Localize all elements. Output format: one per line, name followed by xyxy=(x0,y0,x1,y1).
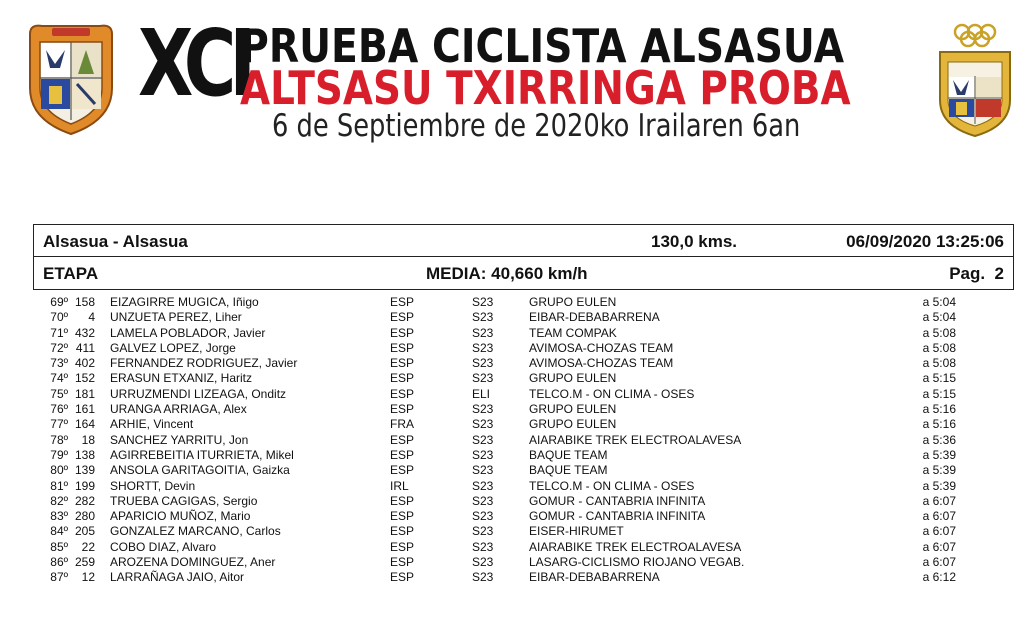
position: 70º xyxy=(50,310,68,325)
bib-number: 138 xyxy=(74,447,95,462)
nationality: ESP xyxy=(390,447,415,462)
nationality: ESP xyxy=(390,493,415,508)
results-list xyxy=(0,295,1024,586)
position: 73º xyxy=(50,356,68,371)
position: 87º xyxy=(50,570,68,585)
time-gap: a 5:04 xyxy=(922,295,956,309)
report-datetime: 06/09/2020 13:25:06 xyxy=(846,232,1004,251)
category: S23 xyxy=(472,493,494,508)
category: S23 xyxy=(472,340,494,355)
bib-number: 18 xyxy=(81,432,95,447)
edition-roman-numeral: XCI xyxy=(138,10,250,117)
category: S23 xyxy=(472,509,494,524)
bib-number: 205 xyxy=(74,524,95,539)
position: 74º xyxy=(50,371,68,386)
nationality: ESP xyxy=(390,356,415,371)
category: S23 xyxy=(472,463,494,478)
team-name: GRUPO EULEN xyxy=(529,371,617,386)
time-gap: a 5:15 xyxy=(922,371,956,386)
bib-number: 152 xyxy=(74,371,95,386)
category: S23 xyxy=(472,432,494,447)
position: 71º xyxy=(50,325,68,340)
town-crest-logo xyxy=(22,20,120,138)
time-gap: a 5:08 xyxy=(922,356,956,371)
time-gap: a 5:39 xyxy=(922,478,956,493)
position: 81º xyxy=(50,478,68,493)
result-row xyxy=(0,417,1024,432)
nationality: ESP xyxy=(390,570,415,585)
position: 78º xyxy=(50,432,68,447)
bib-number: 22 xyxy=(81,539,95,554)
result-row xyxy=(0,570,1024,585)
rider-name: ARHIE, Vincent xyxy=(110,417,194,432)
average-speed: MEDIA: 40,660 km/h xyxy=(426,264,588,283)
result-row xyxy=(0,479,1024,494)
title-spanish: PRUEBA CICLISTA ALSASUA xyxy=(240,19,845,73)
bib-number: 164 xyxy=(74,417,95,432)
result-row xyxy=(0,524,1024,539)
nationality: ESP xyxy=(390,371,415,386)
bib-number: 181 xyxy=(74,386,95,401)
time-gap: a 5:08 xyxy=(922,340,956,355)
bib-number: 259 xyxy=(74,555,95,570)
time-gap: a 6:07 xyxy=(922,555,956,570)
time-gap: a 5:16 xyxy=(922,417,956,432)
rider-name: LAMELA POBLADOR, Javier xyxy=(110,325,266,340)
team-name: TELCO.M - ON CLIMA - OSES xyxy=(529,386,695,401)
category: S23 xyxy=(472,570,494,585)
rider-name: AROZENA DOMINGUEZ, Aner xyxy=(110,555,276,570)
rider-name: URRUZMENDI LIZEAGA, Onditz xyxy=(110,386,287,401)
category: S23 xyxy=(472,295,494,309)
position: 80º xyxy=(50,463,68,478)
category: S23 xyxy=(472,417,494,432)
rider-name: APARICIO MUÑOZ, Mario xyxy=(110,509,251,524)
nationality: ESP xyxy=(390,325,415,340)
position: 86º xyxy=(50,555,68,570)
bib-number: 4 xyxy=(88,310,95,325)
rider-name: EIZAGIRRE MUGICA, Iñigo xyxy=(110,295,259,309)
result-row xyxy=(0,402,1024,417)
time-gap: a 5:15 xyxy=(922,386,956,401)
team-name: GRUPO EULEN xyxy=(529,417,617,432)
time-gap: a 6:12 xyxy=(922,570,956,585)
page-number: Pag. 2 xyxy=(949,264,1004,283)
bib-number: 402 xyxy=(74,356,95,371)
bib-number: 199 xyxy=(74,478,95,493)
result-row xyxy=(0,448,1024,463)
team-name: AVIMOSA-CHOZAS TEAM xyxy=(529,340,674,355)
team-name: BAQUE TEAM xyxy=(529,463,608,478)
position: 83º xyxy=(50,509,68,524)
result-row xyxy=(0,326,1024,341)
result-row xyxy=(0,341,1024,356)
position: 82º xyxy=(50,493,68,508)
result-row xyxy=(0,387,1024,402)
bib-number: 411 xyxy=(75,340,95,355)
bib-number: 280 xyxy=(74,509,95,524)
rider-name: LARRAÑAGA JAIO, Aitor xyxy=(110,570,245,585)
nationality: ESP xyxy=(390,524,415,539)
rider-name: SHORTT, Devin xyxy=(110,478,196,493)
bib-number: 161 xyxy=(74,402,95,417)
time-gap: a 6:07 xyxy=(922,524,956,539)
position: 72º xyxy=(50,340,68,355)
time-gap: a 5:36 xyxy=(922,432,956,447)
team-name: EISER-HIRUMET xyxy=(529,524,624,539)
category: S23 xyxy=(472,478,494,493)
time-gap: a 5:39 xyxy=(922,463,956,478)
club-crest-logo xyxy=(934,20,1016,138)
rider-name: GALVEZ LOPEZ, Jorge xyxy=(110,340,236,355)
rider-name: TRUEBA CAGIGAS, Sergio xyxy=(110,493,258,508)
nationality: ESP xyxy=(390,295,415,309)
rider-name: GONZALEZ MARCANO, Carlos xyxy=(110,524,281,539)
team-name: GOMUR - CANTABRIA INFINITA xyxy=(529,493,706,508)
team-name: TELCO.M - ON CLIMA - OSES xyxy=(529,478,695,493)
result-row xyxy=(0,371,1024,386)
time-gap: a 6:07 xyxy=(922,493,956,508)
route-distance: 130,0 kms. xyxy=(651,232,738,251)
team-name: LASARG-CICLISMO RIOJANO VEGAB. xyxy=(529,555,745,570)
result-row xyxy=(0,295,1024,310)
team-name: AIARABIKE TREK ELECTROALAVESA xyxy=(529,539,742,554)
stage-label: ETAPA xyxy=(43,264,99,283)
nationality: ESP xyxy=(390,386,415,401)
stage-info-bar xyxy=(33,256,1014,290)
team-name: EIBAR-DEBABARRENA xyxy=(529,310,660,325)
bib-number: 282 xyxy=(74,493,95,508)
time-gap: a 5:16 xyxy=(922,402,956,417)
nationality: IRL xyxy=(390,478,409,493)
time-gap: a 5:04 xyxy=(922,310,956,325)
position: 77º xyxy=(50,417,68,432)
category: S23 xyxy=(472,310,494,325)
team-name: GOMUR - CANTABRIA INFINITA xyxy=(529,509,706,524)
nationality: ESP xyxy=(390,555,415,570)
event-date: 6 de Septiembre de 2020ko Irailaren 6an xyxy=(272,108,801,144)
rider-name: FERNANDEZ RODRIGUEZ, Javier xyxy=(110,356,298,371)
team-name: BAQUE TEAM xyxy=(529,447,608,462)
category: S23 xyxy=(472,325,494,340)
bib-number: 432 xyxy=(74,325,95,340)
route-info-bar xyxy=(33,224,1014,257)
rider-name: ANSOLA GARITAGOITIA, Gaizka xyxy=(110,463,290,478)
category: S23 xyxy=(472,356,494,371)
category: S23 xyxy=(472,524,494,539)
route-name: Alsasua - Alsasua xyxy=(43,232,188,251)
position: 84º xyxy=(50,524,68,539)
team-name: EIBAR-DEBABARRENA xyxy=(529,570,660,585)
rider-name: SANCHEZ YARRITU, Jon xyxy=(110,432,249,447)
position: 76º xyxy=(50,402,68,417)
rider-name: COBO DIAZ, Alvaro xyxy=(110,539,217,554)
result-row xyxy=(0,310,1024,325)
team-name: GRUPO EULEN xyxy=(529,402,617,417)
title-basque: ALTSASU TXIRRINGA PROBA xyxy=(240,61,851,115)
nationality: FRA xyxy=(390,417,414,432)
nationality: ESP xyxy=(390,340,415,355)
time-gap: a 6:07 xyxy=(922,539,956,554)
time-gap: a 6:07 xyxy=(922,509,956,524)
team-name: AVIMOSA-CHOZAS TEAM xyxy=(529,356,674,371)
result-row xyxy=(0,356,1024,371)
bib-number: 139 xyxy=(74,463,95,478)
rider-name: UNZUETA PEREZ, Liher xyxy=(110,310,242,325)
nationality: ESP xyxy=(390,463,415,478)
position: 85º xyxy=(50,539,68,554)
team-name: AIARABIKE TREK ELECTROALAVESA xyxy=(529,432,742,447)
category: S23 xyxy=(472,447,494,462)
rider-name: ERASUN ETXANIZ, Haritz xyxy=(110,371,253,386)
nationality: ESP xyxy=(390,402,415,417)
nationality: ESP xyxy=(390,432,415,447)
result-row xyxy=(0,494,1024,509)
time-gap: a 5:39 xyxy=(922,447,956,462)
team-name: TEAM COMPAK xyxy=(529,325,617,340)
position: 79º xyxy=(50,447,68,462)
rider-name: URANGA ARRIAGA, Alex xyxy=(110,402,247,417)
result-row xyxy=(0,509,1024,524)
category: ELI xyxy=(472,386,491,401)
nationality: ESP xyxy=(390,539,415,554)
bib-number: 158 xyxy=(74,295,95,309)
team-name: GRUPO EULEN xyxy=(529,295,617,309)
result-row xyxy=(0,540,1024,555)
time-gap: a 5:08 xyxy=(922,325,956,340)
category: S23 xyxy=(472,555,494,570)
rider-name: AGIRREBEITIA ITURRIETA, Mikel xyxy=(110,447,294,462)
nationality: ESP xyxy=(390,509,415,524)
bib-number: 12 xyxy=(81,570,95,585)
result-row xyxy=(0,463,1024,478)
category: S23 xyxy=(472,402,494,417)
category: S23 xyxy=(472,371,494,386)
result-row xyxy=(0,555,1024,570)
category: S23 xyxy=(472,539,494,554)
nationality: ESP xyxy=(390,310,415,325)
position: 75º xyxy=(50,386,68,401)
result-row xyxy=(0,433,1024,448)
position: 69º xyxy=(50,295,68,309)
